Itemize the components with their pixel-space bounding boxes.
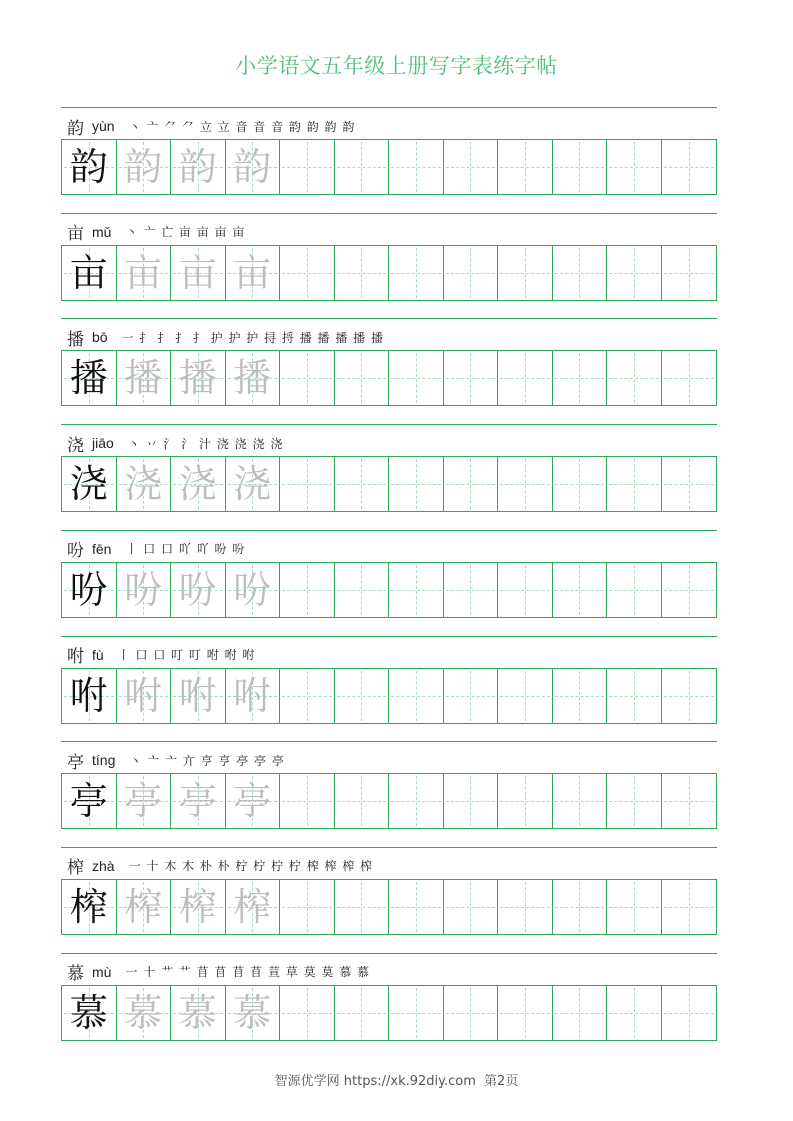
grid-cell[interactable] — [553, 986, 608, 1040]
pinyin: fēn — [92, 540, 112, 557]
writing-grid — [61, 985, 717, 1041]
page-title: 小学语文五年级上册写字表练字帖 — [235, 54, 558, 78]
trace-character: 慕 — [178, 990, 217, 1035]
writing-grid — [61, 245, 717, 301]
grid-cell[interactable] — [498, 351, 553, 405]
trace-character: 播 — [233, 356, 272, 401]
grid-cell[interactable] — [335, 774, 390, 828]
grid-cell[interactable] — [117, 986, 172, 1040]
grid-cell[interactable] — [607, 774, 662, 828]
grid-cell[interactable] — [498, 457, 553, 511]
char-info — [67, 644, 255, 666]
char-label: 浇 — [67, 435, 84, 456]
row-divider — [61, 953, 717, 954]
grid-cell[interactable] — [389, 246, 444, 300]
stroke-order: 一 十 艹 艹 苜 苜 苜 苜 荁 草 莫 莫 慕 慕 — [125, 965, 371, 980]
model-character: 吩 — [69, 567, 108, 612]
grid-cell[interactable] — [117, 774, 172, 828]
writing-grid — [61, 350, 717, 406]
char-info — [67, 855, 373, 877]
grid-cell[interactable] — [553, 351, 608, 405]
grid-cell[interactable] — [62, 880, 117, 934]
grid-cell[interactable] — [171, 774, 226, 828]
trace-character: 韵 — [233, 145, 272, 189]
grid-cell[interactable] — [226, 140, 281, 194]
grid-cell[interactable] — [171, 140, 226, 194]
grid-cell[interactable] — [62, 246, 117, 300]
grid-cell[interactable] — [62, 140, 117, 194]
grid-cell[interactable] — [62, 986, 117, 1040]
grid-cell[interactable] — [117, 880, 172, 934]
grid-cell[interactable] — [662, 246, 717, 300]
grid-cell[interactable] — [662, 457, 717, 511]
trace-character: 吩 — [233, 567, 272, 612]
grid-cell[interactable] — [662, 563, 717, 617]
grid-cell[interactable] — [171, 669, 226, 723]
grid-cell[interactable] — [62, 669, 117, 723]
trace-character: 榨 — [233, 884, 272, 929]
stroke-order: 丶 亠 亡 亩 亩 亩 亩 — [125, 225, 246, 240]
pinyin: zhà — [92, 857, 115, 874]
trace-character: 吩 — [124, 567, 163, 612]
grid-cell[interactable] — [444, 457, 499, 511]
model-character: 韵 — [69, 145, 108, 189]
grid-cell[interactable] — [335, 351, 390, 405]
grid-cell[interactable] — [498, 986, 553, 1040]
grid-cell[interactable] — [389, 140, 444, 194]
grid-cell[interactable] — [280, 563, 335, 617]
char-info — [67, 432, 283, 454]
pinyin: tíng — [92, 752, 116, 769]
char-label: 韵 — [67, 118, 84, 139]
pinyin: fù — [92, 646, 104, 663]
grid-cell[interactable] — [117, 457, 172, 511]
trace-character: 咐 — [233, 673, 272, 718]
grid-cell[interactable] — [607, 880, 662, 934]
trace-character: 韵 — [178, 145, 217, 189]
grid-cell[interactable] — [280, 669, 335, 723]
grid-cell[interactable] — [553, 246, 608, 300]
grid-cell[interactable] — [171, 986, 226, 1040]
grid-cell[interactable] — [335, 669, 390, 723]
grid-cell[interactable] — [226, 774, 281, 828]
char-label: 榨 — [67, 858, 84, 879]
grid-cell[interactable] — [62, 351, 117, 405]
grid-cell[interactable] — [553, 774, 608, 828]
grid-cell[interactable] — [444, 140, 499, 194]
writing-grid — [61, 139, 717, 195]
trace-character: 浇 — [233, 462, 272, 507]
grid-cell[interactable] — [280, 457, 335, 511]
grid-cell[interactable] — [117, 563, 172, 617]
grid-cell[interactable] — [444, 246, 499, 300]
writing-grid — [61, 879, 717, 935]
grid-cell[interactable] — [662, 880, 717, 934]
grid-cell[interactable] — [444, 986, 499, 1040]
grid-cell[interactable] — [335, 880, 390, 934]
grid-cell[interactable] — [280, 880, 335, 934]
char-info — [67, 115, 355, 137]
grid-cell[interactable] — [444, 669, 499, 723]
char-label: 亩 — [67, 224, 84, 245]
model-character: 播 — [69, 356, 108, 401]
grid-cell[interactable] — [335, 986, 390, 1040]
grid-cell[interactable] — [335, 246, 390, 300]
char-info — [67, 326, 384, 348]
model-character: 榨 — [69, 884, 108, 929]
grid-cell[interactable] — [62, 774, 117, 828]
writing-grid — [61, 456, 717, 512]
grid-cell[interactable] — [553, 669, 608, 723]
char-info — [67, 538, 245, 560]
grid-cell[interactable] — [171, 563, 226, 617]
writing-grid — [61, 562, 717, 618]
writing-grid — [61, 773, 717, 829]
trace-character: 韵 — [124, 145, 163, 189]
grid-cell[interactable] — [553, 457, 608, 511]
grid-cell[interactable] — [226, 351, 281, 405]
grid-cell[interactable] — [389, 669, 444, 723]
trace-character: 咐 — [178, 673, 217, 718]
grid-cell[interactable] — [389, 351, 444, 405]
grid-cell[interactable] — [280, 774, 335, 828]
grid-cell[interactable] — [553, 880, 608, 934]
model-character: 亭 — [69, 779, 108, 824]
grid-cell[interactable] — [662, 669, 717, 723]
trace-character: 亭 — [233, 779, 272, 824]
grid-cell[interactable] — [389, 774, 444, 828]
grid-cell[interactable] — [117, 140, 172, 194]
row-divider — [61, 424, 717, 425]
grid-cell[interactable] — [335, 563, 390, 617]
grid-cell[interactable] — [444, 880, 499, 934]
grid-cell[interactable] — [226, 669, 281, 723]
trace-character: 播 — [178, 356, 217, 401]
grid-cell[interactable] — [280, 351, 335, 405]
grid-cell[interactable] — [607, 351, 662, 405]
stroke-order: 丶 亠 ⺈ ⺈ 立 立 音 音 音 韵 韵 韵 韵 — [128, 119, 356, 134]
trace-character: 亩 — [233, 250, 272, 295]
pinyin: mǔ — [92, 223, 112, 240]
page-footer — [0, 1070, 793, 1089]
grid-cell[interactable] — [171, 880, 226, 934]
grid-cell[interactable] — [117, 246, 172, 300]
stroke-order: 一 扌 扌 扌 扌 护 护 护 挦 捋 播 播 播 播 播 — [121, 330, 384, 345]
trace-character: 榨 — [178, 884, 217, 929]
grid-cell[interactable] — [335, 140, 390, 194]
grid-cell[interactable] — [335, 457, 390, 511]
pinyin: jiāo — [92, 435, 114, 452]
trace-character: 播 — [124, 356, 163, 401]
grid-cell[interactable] — [553, 140, 608, 194]
model-character: 浇 — [69, 462, 108, 507]
grid-cell[interactable] — [498, 774, 553, 828]
grid-cell[interactable] — [226, 246, 281, 300]
grid-cell[interactable] — [226, 880, 281, 934]
stroke-order: 丨 口 口 叮 叮 咐 咐 咐 — [117, 648, 256, 662]
grid-cell[interactable] — [607, 563, 662, 617]
pinyin: yùn — [92, 118, 115, 134]
pinyin: bō — [92, 329, 108, 346]
model-character: 咐 — [69, 673, 108, 718]
model-character: 慕 — [69, 990, 108, 1035]
grid-cell[interactable] — [280, 986, 335, 1040]
stroke-order: 丶 亠 亠 亣 亨 亨 亭 亭 亭 — [129, 753, 285, 768]
trace-character: 慕 — [124, 990, 163, 1035]
grid-cell[interactable] — [553, 563, 608, 617]
pinyin: mù — [92, 963, 112, 980]
char-info — [67, 961, 370, 983]
footer-site: 智源优学网 https://xk.92diy.com — [274, 1074, 476, 1089]
trace-character: 吩 — [178, 567, 217, 612]
grid-cell[interactable] — [662, 140, 717, 194]
grid-cell[interactable] — [389, 457, 444, 511]
row-divider — [61, 741, 717, 742]
grid-cell[interactable] — [280, 140, 335, 194]
grid-cell[interactable] — [389, 563, 444, 617]
trace-character: 亭 — [124, 779, 163, 824]
stroke-order: 丨 口 口 吖 吖 吩 吩 — [125, 542, 246, 557]
grid-cell[interactable] — [607, 986, 662, 1040]
grid-cell[interactable] — [498, 669, 553, 723]
char-label: 播 — [67, 329, 84, 350]
grid-cell[interactable] — [444, 351, 499, 405]
grid-cell[interactable] — [117, 669, 172, 723]
grid-cell[interactable] — [226, 563, 281, 617]
row-divider — [61, 107, 717, 108]
row-divider — [61, 636, 717, 637]
stroke-order: 丶 丷 氵 氵 汁 浇 浇 浇 浇 — [127, 436, 284, 451]
trace-character: 榨 — [124, 884, 163, 929]
grid-cell[interactable] — [662, 774, 717, 828]
grid-cell[interactable] — [389, 986, 444, 1040]
grid-cell[interactable] — [171, 246, 226, 300]
trace-character: 亩 — [124, 250, 163, 295]
grid-cell[interactable] — [444, 774, 499, 828]
char-label: 亭 — [67, 752, 84, 773]
grid-cell[interactable] — [498, 880, 553, 934]
char-label: 慕 — [67, 964, 84, 985]
char-info — [67, 749, 285, 771]
grid-cell[interactable] — [607, 140, 662, 194]
footer-page-number: 第2页 — [484, 1074, 519, 1089]
grid-cell[interactable] — [607, 457, 662, 511]
row-divider — [61, 213, 717, 214]
row-divider — [61, 530, 717, 531]
grid-cell[interactable] — [498, 563, 553, 617]
grid-cell[interactable] — [171, 457, 226, 511]
trace-character: 慕 — [233, 990, 272, 1035]
grid-cell[interactable] — [607, 246, 662, 300]
char-label: 吩 — [67, 541, 84, 562]
stroke-order: 一 十 木 木 朴 朴 柠 柠 柠 柠 榨 榨 榨 榨 — [128, 859, 374, 874]
grid-cell[interactable] — [662, 986, 717, 1040]
grid-cell[interactable] — [62, 563, 117, 617]
char-label: 咐 — [67, 647, 84, 667]
grid-cell[interactable] — [226, 986, 281, 1040]
grid-cell[interactable] — [498, 140, 553, 194]
model-character: 亩 — [69, 250, 108, 295]
grid-cell[interactable] — [662, 351, 717, 405]
grid-cell[interactable] — [607, 669, 662, 723]
row-divider — [61, 318, 717, 319]
trace-character: 咐 — [124, 673, 163, 718]
trace-character: 亩 — [178, 250, 217, 295]
grid-cell[interactable] — [117, 351, 172, 405]
writing-grid — [61, 668, 717, 724]
grid-cell[interactable] — [226, 457, 281, 511]
char-info — [67, 221, 245, 243]
grid-cell[interactable] — [280, 246, 335, 300]
trace-character: 亭 — [178, 779, 217, 824]
trace-character: 浇 — [178, 462, 217, 507]
grid-cell[interactable] — [62, 457, 117, 511]
trace-character: 浇 — [124, 462, 163, 507]
grid-cell[interactable] — [498, 246, 553, 300]
row-divider — [61, 847, 717, 848]
grid-cell[interactable] — [444, 563, 499, 617]
grid-cell[interactable] — [171, 351, 226, 405]
grid-cell[interactable] — [389, 880, 444, 934]
